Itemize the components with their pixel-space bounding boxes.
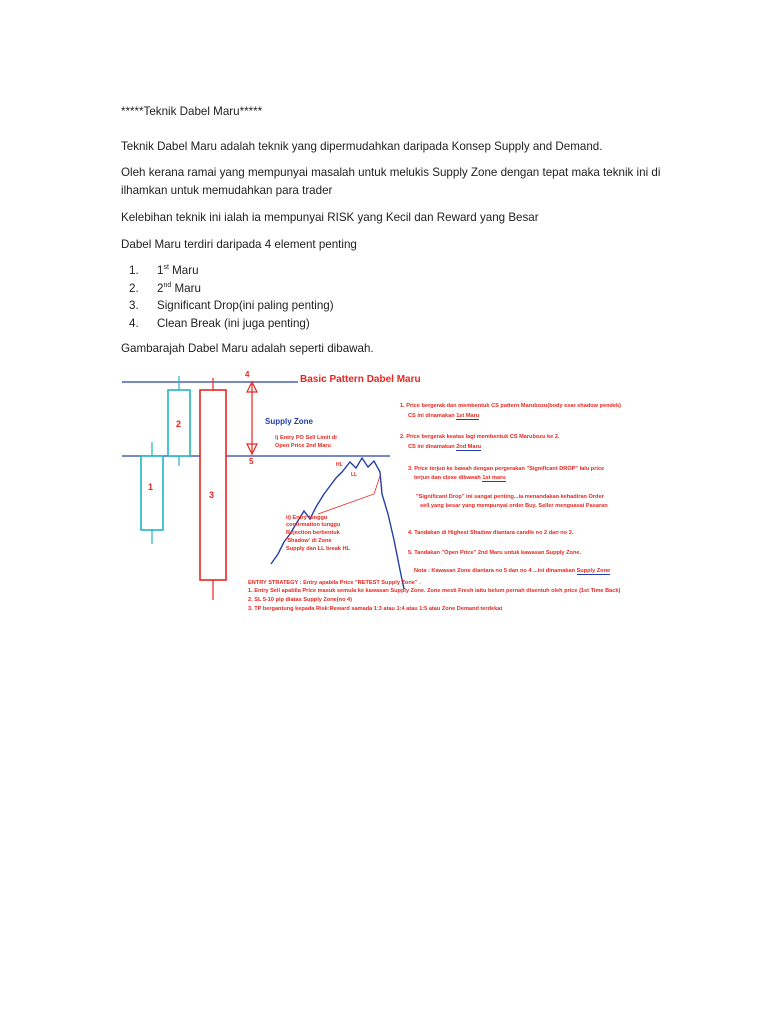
note-i-line1: i) Entry PO Sell Limit di	[275, 435, 337, 441]
paragraph-figure-intro: Gambarajah Dabel Maru adalah seperti dibawah.	[121, 342, 374, 355]
paragraph-reason-line2: ilhamkan untuk memudahkan para trader	[121, 184, 333, 197]
doc-title: *****Teknik Dabel Maru*****	[121, 105, 263, 118]
note-ii-line2: confirmation tunggu	[286, 522, 341, 528]
supply-zone-label: Supply Zone	[265, 417, 313, 426]
entry-strategy-2: 2. SL 5-10 pip diatas Supply Zone(no 4)	[248, 597, 353, 603]
note-4: 4. Tandakan di Highest Shadow diantara candle no 2 dan no 3.	[408, 530, 574, 536]
list-item: 1. 1st Maru	[129, 264, 199, 277]
candle-1-label: 1	[148, 482, 154, 492]
note-3-line4: sell yang besar yang mempunyai order Buy. Seller menguasai Pasaran	[420, 503, 608, 509]
candle-3-label: 3	[209, 490, 215, 500]
candle-2-label: 2	[176, 419, 182, 429]
label-hl: HL	[336, 462, 343, 468]
note-2-line1: 2. Price bergerak keatas lagi membentuk CS Marubozu ke 2.	[400, 434, 560, 440]
note-1-line1: 1. Price bergerak dan membentuk CS pattern Marubozu(body esar shadow pendek)	[400, 403, 622, 409]
paragraph-intro: Teknik Dabel Maru adalah teknik yang dipermudahkan daripada Konsep Supply and Demand.	[121, 140, 603, 153]
paragraph-elements: Dabel Maru terdiri daripada 4 element penting	[121, 238, 357, 251]
note-ii-line1: ii) Entry tunggu	[286, 515, 328, 521]
note-i-line2: Open Price 2nd Maru	[275, 443, 331, 449]
note-ii-line3: Rejection berbentuk	[286, 530, 340, 536]
note-zone: Nota : Kawasan Zone diantara no 5 dan no 4 ...ini dinamakan Supply Zone	[414, 568, 611, 574]
note-1-line2: CS ini dinamakan 1st Maru	[408, 413, 480, 419]
diagram-title: Basic Pattern Dabel Maru	[300, 374, 421, 385]
candle-1-body	[141, 456, 163, 530]
label-4: 4	[245, 370, 250, 379]
list-item: 3. Significant Drop(ini paling penting)	[129, 299, 334, 312]
label-5: 5	[249, 457, 254, 466]
note-3-line1: 3. Price terjun ke bawah dengan pergerakan "Significant DROP" lalu price	[408, 466, 605, 472]
entry-strategy-title: ENTRY STRATEGY : Entry apabila Price "RETEST Supply Zone" .	[248, 580, 421, 586]
note-3-line3: "Significant Drop" ini sangat penting...ia menandakan kehadiran Order	[416, 494, 604, 500]
label-ll: LL	[351, 472, 358, 478]
note-ii-line4: 'Shadow' di Zone	[286, 538, 332, 544]
paragraph-advantage: Kelebihan teknik ini ialah ia mempunyai RISK yang Kecil dan Reward yang Besar	[121, 211, 539, 224]
entry-strategy-3: 3. TP bergantung kepada Risk:Reward samada 1:3 atau 1:4 atau 1:5 atau Zone Demand terdekat	[248, 606, 503, 612]
dabel-maru-diagram	[118, 364, 658, 626]
note-5: 5. Tandakan "Open Price" 2nd Maru untuk kawasan Supply Zone.	[408, 550, 582, 556]
entry-strategy-1: 1. Entry Sell apabila Price masuk semula ke kawasan Supply Zone. Zone mesti Fresh iaitu belum pernah disentuh oleh price (1st Time Back)	[248, 588, 621, 594]
list-item: 2. 2nd Maru	[129, 281, 201, 295]
note-3-line2: terjun dan close dibawah 1st maru	[414, 475, 506, 481]
note-2-line2: CS ini dinamakan 2nd Maru	[408, 444, 482, 450]
list-item: 4. Clean Break (ini juga penting)	[129, 316, 310, 330]
connector-line	[318, 476, 380, 514]
note-ii-line5: Supply dan LL break HL	[286, 546, 350, 552]
paragraph-reason-line1: Oleh kerana ramai yang mempunyai masalah untuk melukis Supply Zone dengan tepat maka teknik ini di	[121, 166, 661, 179]
candle-3-body	[200, 390, 226, 580]
element-list	[121, 262, 334, 332]
